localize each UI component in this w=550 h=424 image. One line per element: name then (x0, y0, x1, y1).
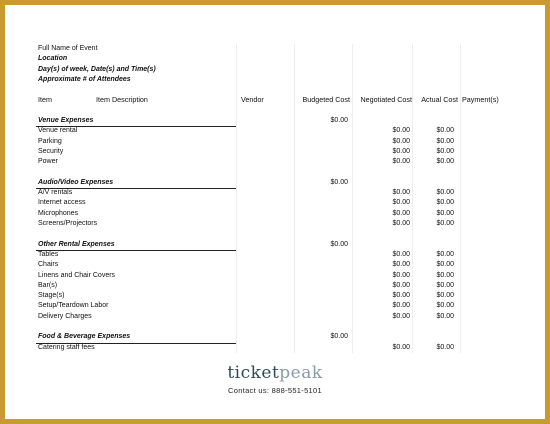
section-header (36, 240, 506, 250)
negotiated-cost: $0.00 (392, 250, 410, 258)
actual-cost: $0.00 (436, 189, 454, 197)
expense-item-name: Tables (38, 250, 59, 258)
expense-item-name: Delivery Charges (38, 312, 92, 320)
event-info-line (36, 75, 506, 85)
expense-sections (36, 116, 506, 353)
expense-row (36, 147, 506, 157)
actual-cost: $0.00 (436, 199, 454, 207)
expense-row (36, 209, 506, 219)
negotiated-cost: $0.00 (392, 312, 410, 320)
expense-row (36, 343, 506, 353)
actual-cost: $0.00 (436, 343, 454, 351)
expense-item-name: Setup/Teardown Labor (38, 302, 109, 310)
expense-item-name: Power (38, 158, 58, 166)
negotiated-cost: $0.00 (392, 137, 410, 145)
section-budget: $0.00 (330, 117, 348, 125)
expense-item-name: Screens/Projectors (38, 220, 98, 228)
logo-part2: peak (279, 363, 323, 383)
section-title: Audio/Video Expenses (36, 178, 236, 189)
event-info-text: Approximate # of Attendees (38, 75, 131, 83)
section-budget: $0.00 (330, 178, 348, 186)
actual-cost: $0.00 (436, 292, 454, 300)
col-item: Item (38, 95, 52, 105)
negotiated-cost: $0.00 (392, 199, 410, 207)
col-description: Item Description (96, 95, 148, 105)
actual-cost: $0.00 (436, 147, 454, 155)
section-header (36, 178, 506, 188)
section-budget: $0.00 (330, 333, 348, 341)
expense-item-name: Chairs (38, 261, 59, 269)
section-title: Food & Beverage Expenses (36, 332, 236, 343)
actual-cost: $0.00 (436, 158, 454, 166)
expense-row (36, 126, 506, 136)
expense-item-name: Bar(s) (38, 281, 58, 289)
actual-cost: $0.00 (436, 220, 454, 228)
event-info-text: Full Name of Event (38, 45, 98, 52)
col-negotiated-cost: Negotiated Cost (360, 95, 412, 105)
expense-item-name: Microphones (38, 209, 79, 217)
negotiated-cost: $0.00 (392, 147, 410, 155)
col-actual-cost: Actual Cost (421, 95, 458, 105)
event-info-line (36, 65, 506, 75)
footer (0, 363, 550, 395)
event-info-line (36, 44, 506, 54)
negotiated-cost: $0.00 (392, 209, 410, 217)
actual-cost: $0.00 (436, 271, 454, 279)
actual-cost: $0.00 (436, 302, 454, 310)
expense-item-name: Internet access (38, 199, 86, 207)
actual-cost: $0.00 (436, 127, 454, 135)
expense-row (36, 312, 506, 322)
negotiated-cost: $0.00 (392, 158, 410, 166)
event-info (36, 44, 506, 85)
actual-cost: $0.00 (436, 209, 454, 217)
actual-cost: $0.00 (436, 312, 454, 320)
expense-item-name: A/V rentals (38, 189, 73, 197)
negotiated-cost: $0.00 (392, 271, 410, 279)
actual-cost: $0.00 (436, 250, 454, 258)
event-info-text: Day(s) of week, Date(s) and Time(s) (38, 65, 156, 73)
budget-sheet (36, 44, 506, 353)
negotiated-cost: $0.00 (392, 292, 410, 300)
actual-cost: $0.00 (436, 137, 454, 145)
negotiated-cost: $0.00 (392, 343, 410, 351)
contact-line: Contact us: 888-551-5101 (228, 386, 322, 395)
section-title: Venue Expenses (36, 116, 236, 127)
column-header-row (36, 95, 506, 105)
actual-cost: $0.00 (436, 281, 454, 289)
ticketpeak-logo (0, 363, 550, 383)
expense-item-name: Security (38, 147, 64, 155)
expense-row (36, 260, 506, 270)
negotiated-cost: $0.00 (392, 220, 410, 228)
negotiated-cost: $0.00 (392, 189, 410, 197)
expense-item-name: Parking (38, 137, 62, 145)
expense-row (36, 281, 506, 291)
expense-row (36, 250, 506, 260)
section-header (36, 116, 506, 126)
expense-row (36, 198, 506, 208)
event-info-text: Location (38, 55, 68, 63)
expense-item-name: Catering staff fees (38, 343, 95, 351)
col-vendor: Vendor (241, 95, 264, 105)
expense-row (36, 137, 506, 147)
section-header (36, 332, 506, 342)
negotiated-cost: $0.00 (392, 281, 410, 289)
negotiated-cost: $0.00 (392, 261, 410, 269)
expense-row (36, 188, 506, 198)
actual-cost: $0.00 (436, 261, 454, 269)
logo-part1: ticket (227, 363, 280, 383)
expense-row (36, 219, 506, 229)
negotiated-cost: $0.00 (392, 302, 410, 310)
expense-row (36, 291, 506, 301)
col-payments: Payment(s) (462, 95, 499, 105)
expense-item-name: Stage(s) (38, 292, 65, 300)
section-budget: $0.00 (330, 240, 348, 248)
section-title: Other Rental Expenses (36, 240, 236, 251)
event-info-line (36, 54, 506, 64)
expense-item-name: Linens and Chair Covers (38, 271, 116, 279)
negotiated-cost: $0.00 (392, 127, 410, 135)
expense-item-name: Venue rental (38, 127, 78, 135)
col-budgeted-cost: Budgeted Cost (302, 95, 350, 105)
expense-row (36, 301, 506, 311)
expense-row (36, 157, 506, 167)
expense-row (36, 271, 506, 281)
